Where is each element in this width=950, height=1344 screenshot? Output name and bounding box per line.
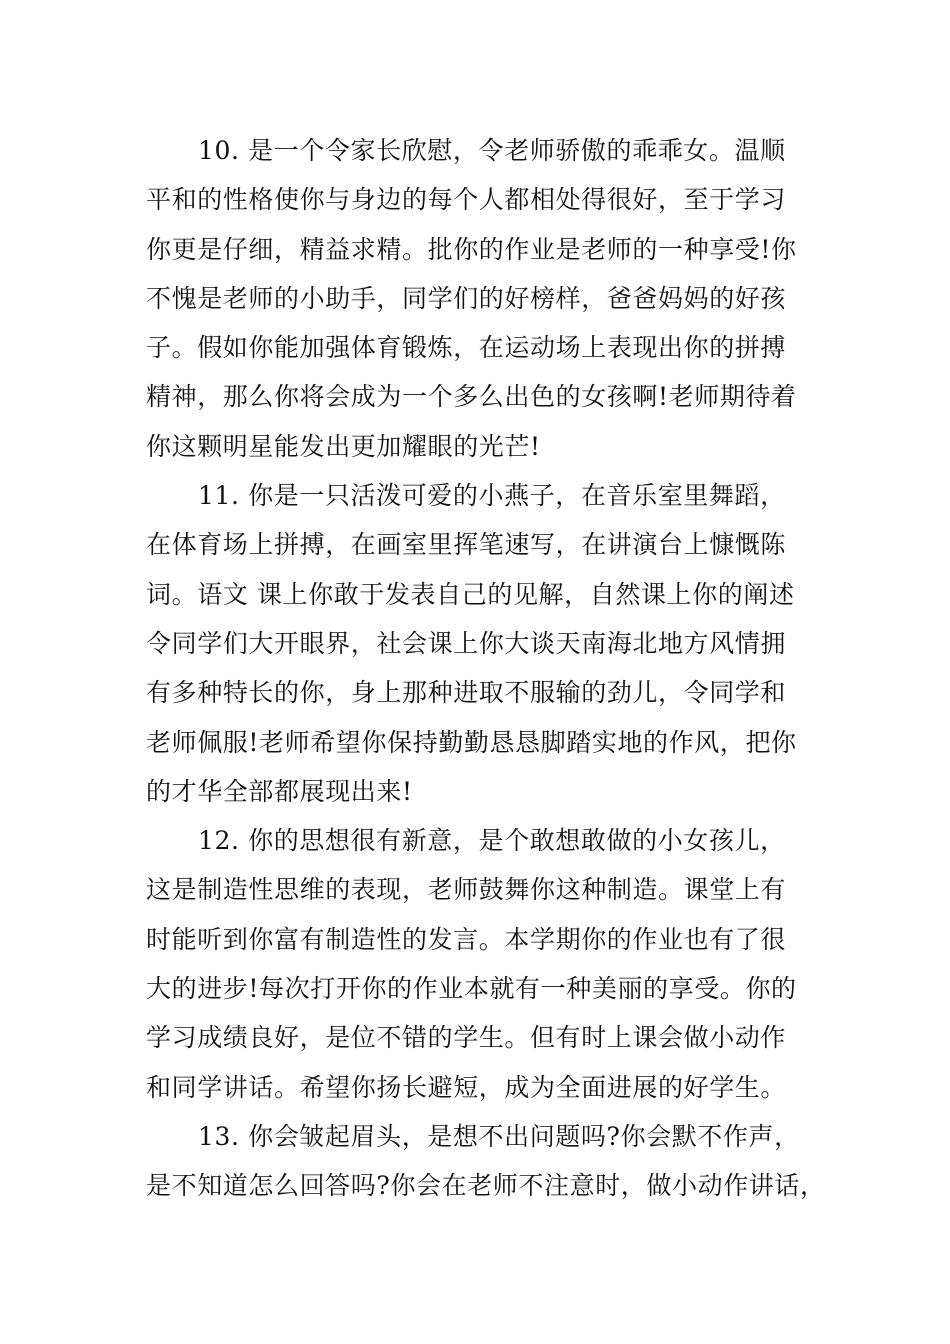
paragraph-line: 学习成绩良好，是位不错的学生。但有时上课会做小动作 [146,1023,787,1053]
paragraph-line: 老师佩服!老师希望你保持勤勤恳恳脚踏实地的作风，把你 [146,727,797,757]
paragraph-line: 和同学讲话。希望你扬长避短，成为全面进展的好学生。 [146,1072,787,1102]
paragraph-line: 大的进步!每次打开你的作业本就有一种美丽的享受。你的 [146,974,797,1004]
paragraph-line: 的才华全部都展现出来! [146,776,413,806]
paragraph-line: 是不知道怎么回答吗?你会在老师不注意时，做小动作讲话， [146,1171,826,1201]
paragraph-line: 这是制造性思维的表现，老师鼓舞你这种制造。课堂上有 [146,875,787,905]
paragraph-line: 时能听到你富有制造性的发言。本学期你的作业也有了很 [146,924,787,954]
paragraph-line: 平和的性格使你与身边的每个人都相处得很好，至于学习 [146,185,787,215]
paragraph-line: 子。假如你能加强体育锻炼，在运动场上表现出你的拼搏 [146,333,787,363]
paragraph-line: 不愧是老师的小助手，同学们的好榜样，爸爸妈妈的好孩 [146,283,787,313]
paragraph-line: 有多种特长的你，身上那种进取不服输的劲儿，令同学和 [146,678,787,708]
paragraph-line: 在体育场上拼搏，在画室里挥笔速写，在讲演台上慷慨陈 [146,530,787,560]
paragraph-line: 你这颗明星能发出更加耀眼的光芒! [146,431,541,461]
paragraph-line: 词。语文 课上你敢于发表自己的见解，自然课上你的阐述 [146,579,795,609]
paragraph-line: 10. 是一个令家长欣慰，令老师骄傲的乖乖女。温顺 [198,136,786,165]
paragraph-line: 你更是仔细，精益求精。批你的作业是老师的一种享受!你 [146,234,797,264]
paragraph-line: 11. 你是一只活泼可爱的小燕子，在音乐室里舞蹈， [198,481,786,511]
paragraph-10 [146,126,831,471]
paragraph-12 [146,816,831,1112]
document-body [146,126,831,1211]
paragraph-11 [146,471,831,816]
paragraph-line: 13. 你会皱起眉头，是想不出问题吗?你会默不作声， [198,1121,800,1151]
paragraph-line: 精神，那么你将会成为一个多么出色的女孩啊!老师期待着 [146,382,797,412]
paragraph-13 [146,1112,831,1211]
paragraph-line: 12. 你的思想很有新意，是个敢想敢做的小女孩儿， [198,826,786,856]
paragraph-line: 令同学们大开眼界，社会课上你大谈天南海北地方风情拥 [146,628,787,658]
